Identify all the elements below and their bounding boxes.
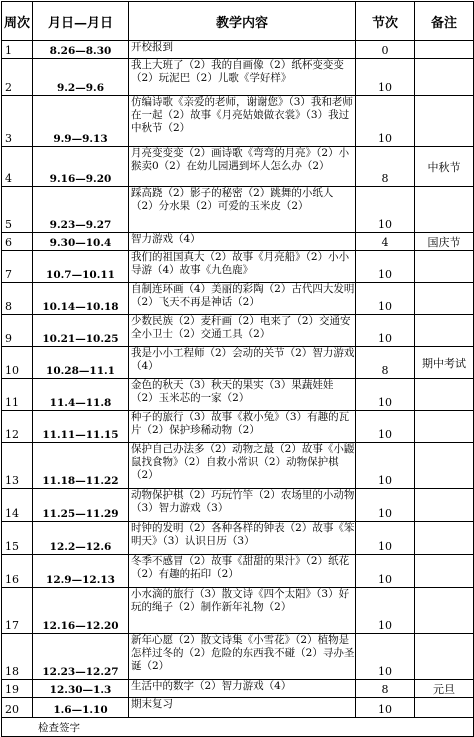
content-cell-text: 我们的祖国真大（2）故事《月亮船》（2）小小导游（4）故事《九色鹿》 [131,251,350,276]
footer-row [2,718,474,737]
content-cell [129,233,356,251]
date-range-cell-text: 12.9—12.13 [46,574,115,586]
table-row [2,680,474,698]
date-range-cell-text: 1.6—1.10 [53,704,108,716]
table-row [2,411,474,443]
table-row [2,96,474,147]
week-cell [2,251,33,283]
date-range-cell-text: 11.11—11.15 [42,429,119,441]
table-row [2,588,474,634]
content-cell [129,187,356,233]
week-cell-text: 5 [5,218,12,231]
note-cell [415,96,474,147]
week-cell-text: 17 [5,619,19,632]
lessons-cell-text: 8 [381,683,389,696]
lessons-cell-text: 8 [381,172,389,185]
week-cell [2,379,33,411]
lessons-cell [356,411,415,443]
date-range-cell [33,555,129,588]
date-range-cell-text: 9.23—9.27 [49,219,112,231]
table-row [2,379,474,411]
lessons-cell-text: 4 [381,236,389,249]
lessons-cell [356,59,415,96]
content-cell-text: 冬季不感冒（2）故事《甜甜的果汁》（2）纸花（2）有趣的拓印（2） [131,555,350,580]
table-row [2,634,474,680]
note-cell-text: 国庆节 [427,235,461,249]
table-row [2,443,474,489]
content-cell-text: 新年心愿（2）散文诗集《小雪花》（2）植物是怎样过冬的（2）危险的东西我不碰（2）寻办圣诞（2） [131,634,355,672]
table-row [2,555,474,588]
date-range-cell [33,147,129,187]
week-cell-text: 15 [5,540,19,553]
date-range-cell [33,347,129,379]
table-row [2,522,474,555]
header-date: 月日—月日 [33,2,129,41]
lessons-cell-text: 10 [378,573,392,586]
content-cell [129,698,356,718]
note-cell-text: 期中考试 [422,356,466,370]
week-cell [2,283,33,315]
date-range-cell-text: 9.2—9.6 [56,82,105,94]
content-cell [129,96,356,147]
content-cell-text: 踩高跷（2）影子的秘密（2）跳舞的小纸人（2）分水果（2）可爱的玉米皮（2） [131,187,334,212]
note-cell [415,680,474,698]
note-cell-text: 中秋节 [427,160,461,174]
date-range-cell [33,698,129,718]
lessons-cell [356,347,415,379]
date-range-cell [33,634,129,680]
week-cell [2,59,33,96]
lessons-cell [356,187,415,233]
date-range-cell-text: 10.21—10.25 [42,333,119,345]
date-range-cell [33,522,129,555]
note-cell [415,588,474,634]
date-range-cell-text: 12.2—12.6 [49,541,112,553]
table-row [2,283,474,315]
lessons-cell-text: 0 [381,44,389,57]
date-range-cell-text: 12.30—1.3 [49,684,112,696]
date-range-cell [33,588,129,634]
note-cell [415,41,474,59]
note-cell [415,443,474,489]
note-cell [415,555,474,588]
table-row [2,187,474,233]
date-range-cell-text: 11.25—11.29 [42,508,119,520]
table-row [2,233,474,251]
content-cell [129,680,356,698]
table-row [2,251,474,283]
lessons-cell [356,379,415,411]
table-row [2,147,474,187]
note-cell [415,698,474,718]
week-cell [2,555,33,588]
table-row [2,41,474,59]
content-cell [129,489,356,522]
content-cell [129,555,356,588]
note-cell [415,411,474,443]
note-cell [415,233,474,251]
table-row [2,489,474,522]
date-range-cell [33,283,129,315]
lessons-cell [356,315,415,347]
week-cell-text: 3 [5,132,12,145]
lessons-cell [356,41,415,59]
date-range-cell-text: 9.30—10.4 [49,237,112,249]
week-cell [2,634,33,680]
note-cell [415,283,474,315]
content-cell-text: 金色的秋天（3）秋天的果实（3）果蔬娃娃（2）玉米芯的一家（2） [131,379,334,404]
lessons-cell [356,555,415,588]
header-week: 周次 [2,2,33,41]
week-cell-text: 13 [5,474,19,487]
date-range-cell [33,315,129,347]
content-cell [129,283,356,315]
note-cell [415,634,474,680]
content-cell [129,251,356,283]
week-cell [2,489,33,522]
week-cell [2,41,33,59]
week-cell-text: 7 [5,268,12,281]
week-cell [2,588,33,634]
content-cell-text: 动物保护棋（2）巧玩竹竿（2）农场里的小动物（3）智力游戏（3） [131,489,355,514]
content-cell [129,59,356,96]
date-range-cell [33,251,129,283]
content-cell-text: 开校报到 [131,41,173,53]
header-notes: 备注 [415,2,474,41]
week-cell-text: 11 [5,396,19,409]
note-cell [415,489,474,522]
header-content: 教学内容 [129,2,356,41]
date-range-cell-text: 9.16—9.20 [49,173,112,185]
table-row [2,698,474,718]
content-cell-text: 种子的旅行（3）故事《救小兔》（3）有趣的瓦片（2）保护珍稀动物（2） [131,411,350,436]
week-cell [2,680,33,698]
lessons-cell-text: 10 [378,428,392,441]
table-row [2,347,474,379]
week-cell [2,315,33,347]
teaching-schedule-table [1,1,474,737]
week-cell [2,233,33,251]
content-cell-text: 保护自己办法多（2）动物之最（2）故事《小鼹鼠找食物》（2）自救小常识（2）动物保护棋（2） [131,443,355,481]
lessons-cell [356,96,415,147]
week-cell-text: 9 [5,332,12,345]
lessons-cell-text: 10 [378,300,392,313]
week-cell [2,147,33,187]
lessons-cell-text: 10 [378,540,392,553]
lessons-cell [356,522,415,555]
week-cell [2,698,33,718]
week-cell-text: 1 [5,44,12,57]
lessons-cell [356,233,415,251]
note-cell [415,379,474,411]
week-cell-text: 12 [5,428,19,441]
content-cell [129,443,356,489]
note-cell [415,347,474,379]
content-cell-text: 智力游戏（4） [131,233,201,245]
week-cell-text: 2 [5,81,12,94]
content-cell-text: 期末复习 [131,698,173,710]
content-cell-text: 生活中的数字（2）智力游戏（4） [131,680,292,692]
table-row [2,59,474,96]
header-row [2,2,474,41]
content-cell-text: 我是小小工程师（2）会动的关节（2）智力游戏（4） [131,347,355,372]
date-range-cell-text: 9.9—9.13 [53,133,108,145]
date-range-cell [33,379,129,411]
week-cell-text: 8 [5,300,12,313]
lessons-cell-text: 10 [378,268,392,281]
week-cell [2,347,33,379]
lessons-cell [356,680,415,698]
lessons-cell-text: 10 [378,396,392,409]
lessons-cell [356,588,415,634]
note-cell [415,251,474,283]
week-cell-text: 18 [5,665,19,678]
lessons-cell [356,443,415,489]
note-cell [415,522,474,555]
date-range-cell-text: 10.7—10.11 [46,269,115,281]
lessons-cell-text: 8 [381,364,389,377]
note-cell [415,147,474,187]
week-cell-text: 4 [5,172,12,185]
lessons-cell [356,634,415,680]
week-cell [2,187,33,233]
week-cell-text: 16 [5,573,19,586]
lessons-cell-text: 10 [378,507,392,520]
check-signature-label: 检查签字 [2,718,129,737]
content-cell-text: 时钟的发明（2）各种各样的钟表（2）故事《笨明天》（3）认识日历（3） [131,522,355,547]
date-range-cell [33,41,129,59]
date-range-cell [33,96,129,147]
date-range-cell-text: 10.14—10.18 [42,301,119,313]
content-cell [129,411,356,443]
date-range-cell [33,411,129,443]
content-cell [129,147,356,187]
lessons-cell [356,489,415,522]
lessons-cell-text: 10 [378,474,392,487]
week-cell-text: 14 [5,507,19,520]
content-cell-text: 我上大班了（2）我的自画像（2）纸杯变变变（2）玩泥巴（2）儿歌《学好样》 [131,59,344,84]
date-range-cell-text: 12.16—12.20 [42,620,119,632]
lessons-cell-text: 10 [378,332,392,345]
content-cell-text: 小水滴的旅行（3）散文诗《四个太阳》（3）好玩的绳子（2）制作新年礼物（2） [131,588,350,613]
date-range-cell-text: 8.26—8.30 [49,45,112,57]
lessons-cell [356,283,415,315]
date-range-cell [33,59,129,96]
lessons-cell [356,147,415,187]
date-range-cell-text: 10.28—11.1 [46,365,115,377]
lessons-cell-text: 10 [378,703,392,716]
week-cell [2,522,33,555]
signature-area [129,718,474,737]
header-lessons: 节次 [356,2,415,41]
note-cell [415,315,474,347]
date-range-cell [33,187,129,233]
content-cell [129,347,356,379]
week-cell [2,96,33,147]
date-range-cell [33,443,129,489]
date-range-cell [33,233,129,251]
content-cell-text: 自制连环画（4）美丽的彩陶（2）古代四大发明（2）飞天不再是神话（2） [131,283,355,308]
date-range-cell-text: 12.23—12.27 [42,666,119,678]
note-cell [415,187,474,233]
content-cell [129,379,356,411]
week-cell-text: 10 [5,364,19,377]
week-cell-text: 6 [5,236,12,249]
week-cell-text: 20 [5,703,19,716]
content-cell [129,522,356,555]
week-cell [2,443,33,489]
date-range-cell [33,680,129,698]
content-cell-text: 仿编诗歌《亲爱的老师，谢谢您》（3）我和老师在一起（2）故事《月亮姑娘做衣裳》（3）我过中秋节（2） [131,96,353,134]
lessons-cell-text: 10 [378,619,392,632]
lessons-cell-text: 10 [378,81,392,94]
lessons-cell-text: 10 [378,218,392,231]
content-cell-text: 月亮变变变（2）画诗歌《弯弯的月亮》（2）小猴卖0（2）在幼儿园遇到坏人怎么办（2） [131,147,350,172]
week-cell-text: 19 [5,683,19,696]
lessons-cell-text: 10 [378,132,392,145]
content-cell [129,588,356,634]
lessons-cell [356,251,415,283]
table-row [2,315,474,347]
note-cell [415,59,474,96]
content-cell [129,41,356,59]
content-cell [129,315,356,347]
week-cell [2,411,33,443]
date-range-cell [33,489,129,522]
date-range-cell-text: 11.4—11.8 [49,397,112,409]
note-cell-text: 元旦 [433,682,455,696]
date-range-cell-text: 11.18—11.22 [42,475,119,487]
lessons-cell-text: 10 [378,665,392,678]
content-cell-text: 少数民族（2）麦秆画（2）电来了（2）交通安全小卫士（2）交通工具（2） [131,315,351,340]
lessons-cell [356,698,415,718]
content-cell [129,634,356,680]
